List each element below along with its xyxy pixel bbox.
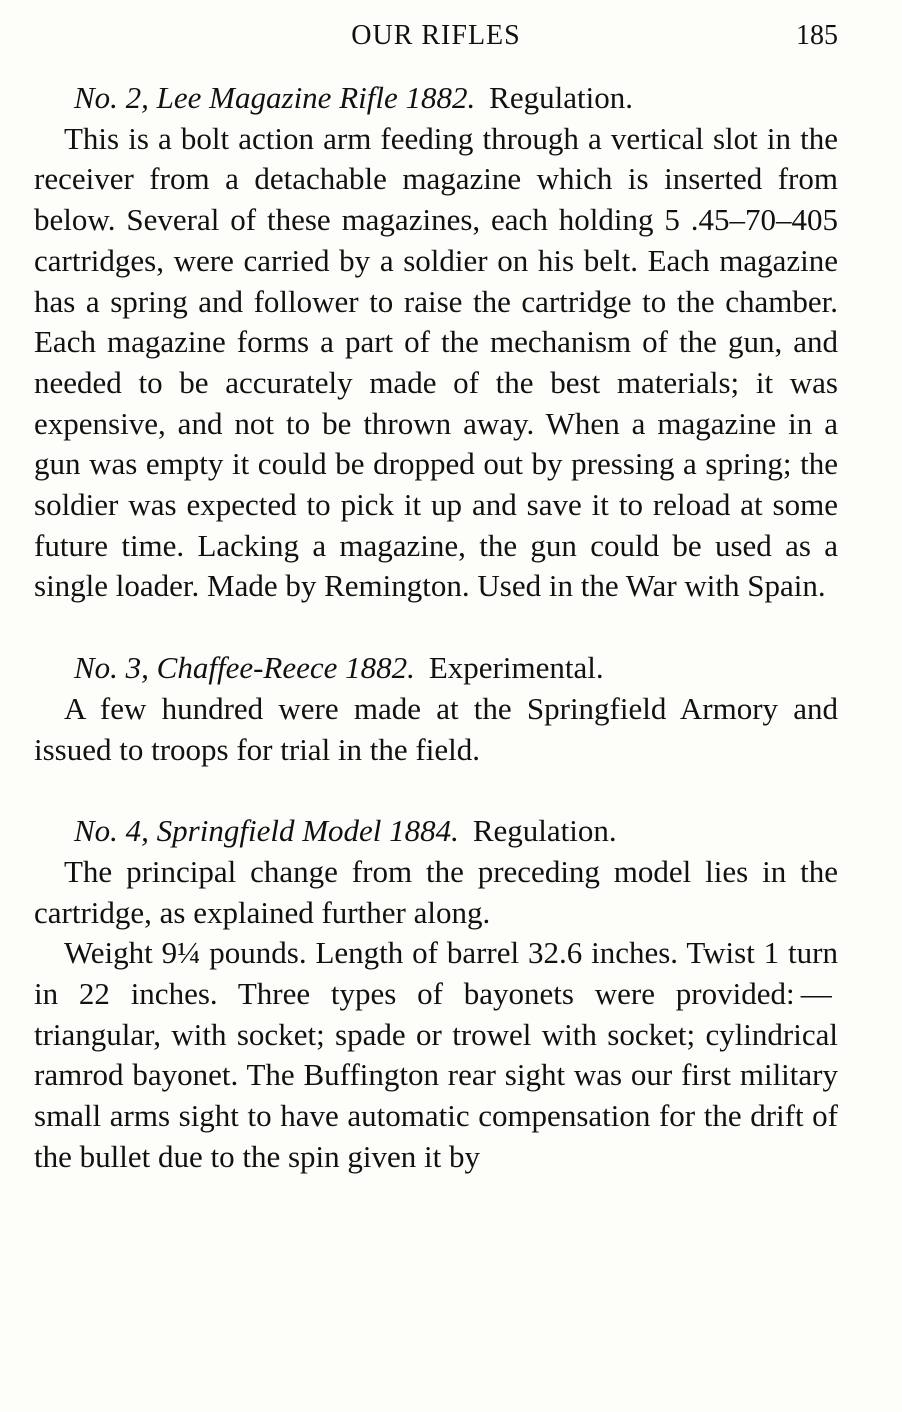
running-head <box>34 18 838 54</box>
running-title: OUR RIFLES <box>351 20 521 51</box>
section-gap <box>34 607 838 648</box>
entry-paragraph: The principal change from the preceding model lies in the cartridge, as explained further along. <box>34 853 838 930</box>
entry-heading <box>34 811 838 852</box>
entry-paragraph: This is a bolt action arm feeding through a vertical slot in the receiver from a detachable magazine which is inserted from below. Several of these magazines, each holding 5 .45–70–405 cartridges, were carried by a soldier on his belt. Each magazine has a spring and follower to raise the cartridge to the chamber. Each magazine forms a part of the mechanism of the gun, and needed to be accurately made of the best materials; it was expensive, and not to be thrown away. When a magazine in a gun was empty it could be dropped out by pressing a spring; the soldier was expected to pick it up and save it to reload at some future time. Lacking a magazine, the gun could be used as a single loader. Made by Remington. Used in the War with Spain. <box>34 120 838 604</box>
entry-lee-magazine-rifle <box>34 78 838 607</box>
entry-title: No. 4, Springfield Model 1884. <box>74 813 459 849</box>
entry-heading <box>34 648 838 689</box>
entry-heading <box>34 78 838 119</box>
entry-springfield-1884 <box>34 811 838 1177</box>
entry-title: No. 3, Chaffee-Reece 1882. <box>74 650 415 686</box>
section-gap <box>34 770 838 811</box>
body-text <box>34 78 838 1178</box>
entry-paragraph: Weight 9¼ pounds. Length of barrel 32.6 inches. Twist 1 turn in 22 inches. Three types of bayonets were provided: — triangular, with socket; spade or trowel with socket; cylindrical ramrod bayonet. The Buffington rear sight was our first military small arms sight to have automatic compensation for the drift of the bullet due to the spin given it by <box>34 935 838 1174</box>
entry-status: Experimental. <box>428 650 604 686</box>
entry-paragraph: A few hundred were made at the Springfield Armory and issued to troops for trial in the field. <box>34 690 838 767</box>
entry-title: No. 2, Lee Magazine Rifle 1882. <box>74 80 476 115</box>
page-number: 185 <box>796 20 838 51</box>
entry-status: Regulation. <box>489 80 633 115</box>
entry-status: Regulation. <box>472 813 617 849</box>
entry-chaffee-reece <box>34 648 838 770</box>
